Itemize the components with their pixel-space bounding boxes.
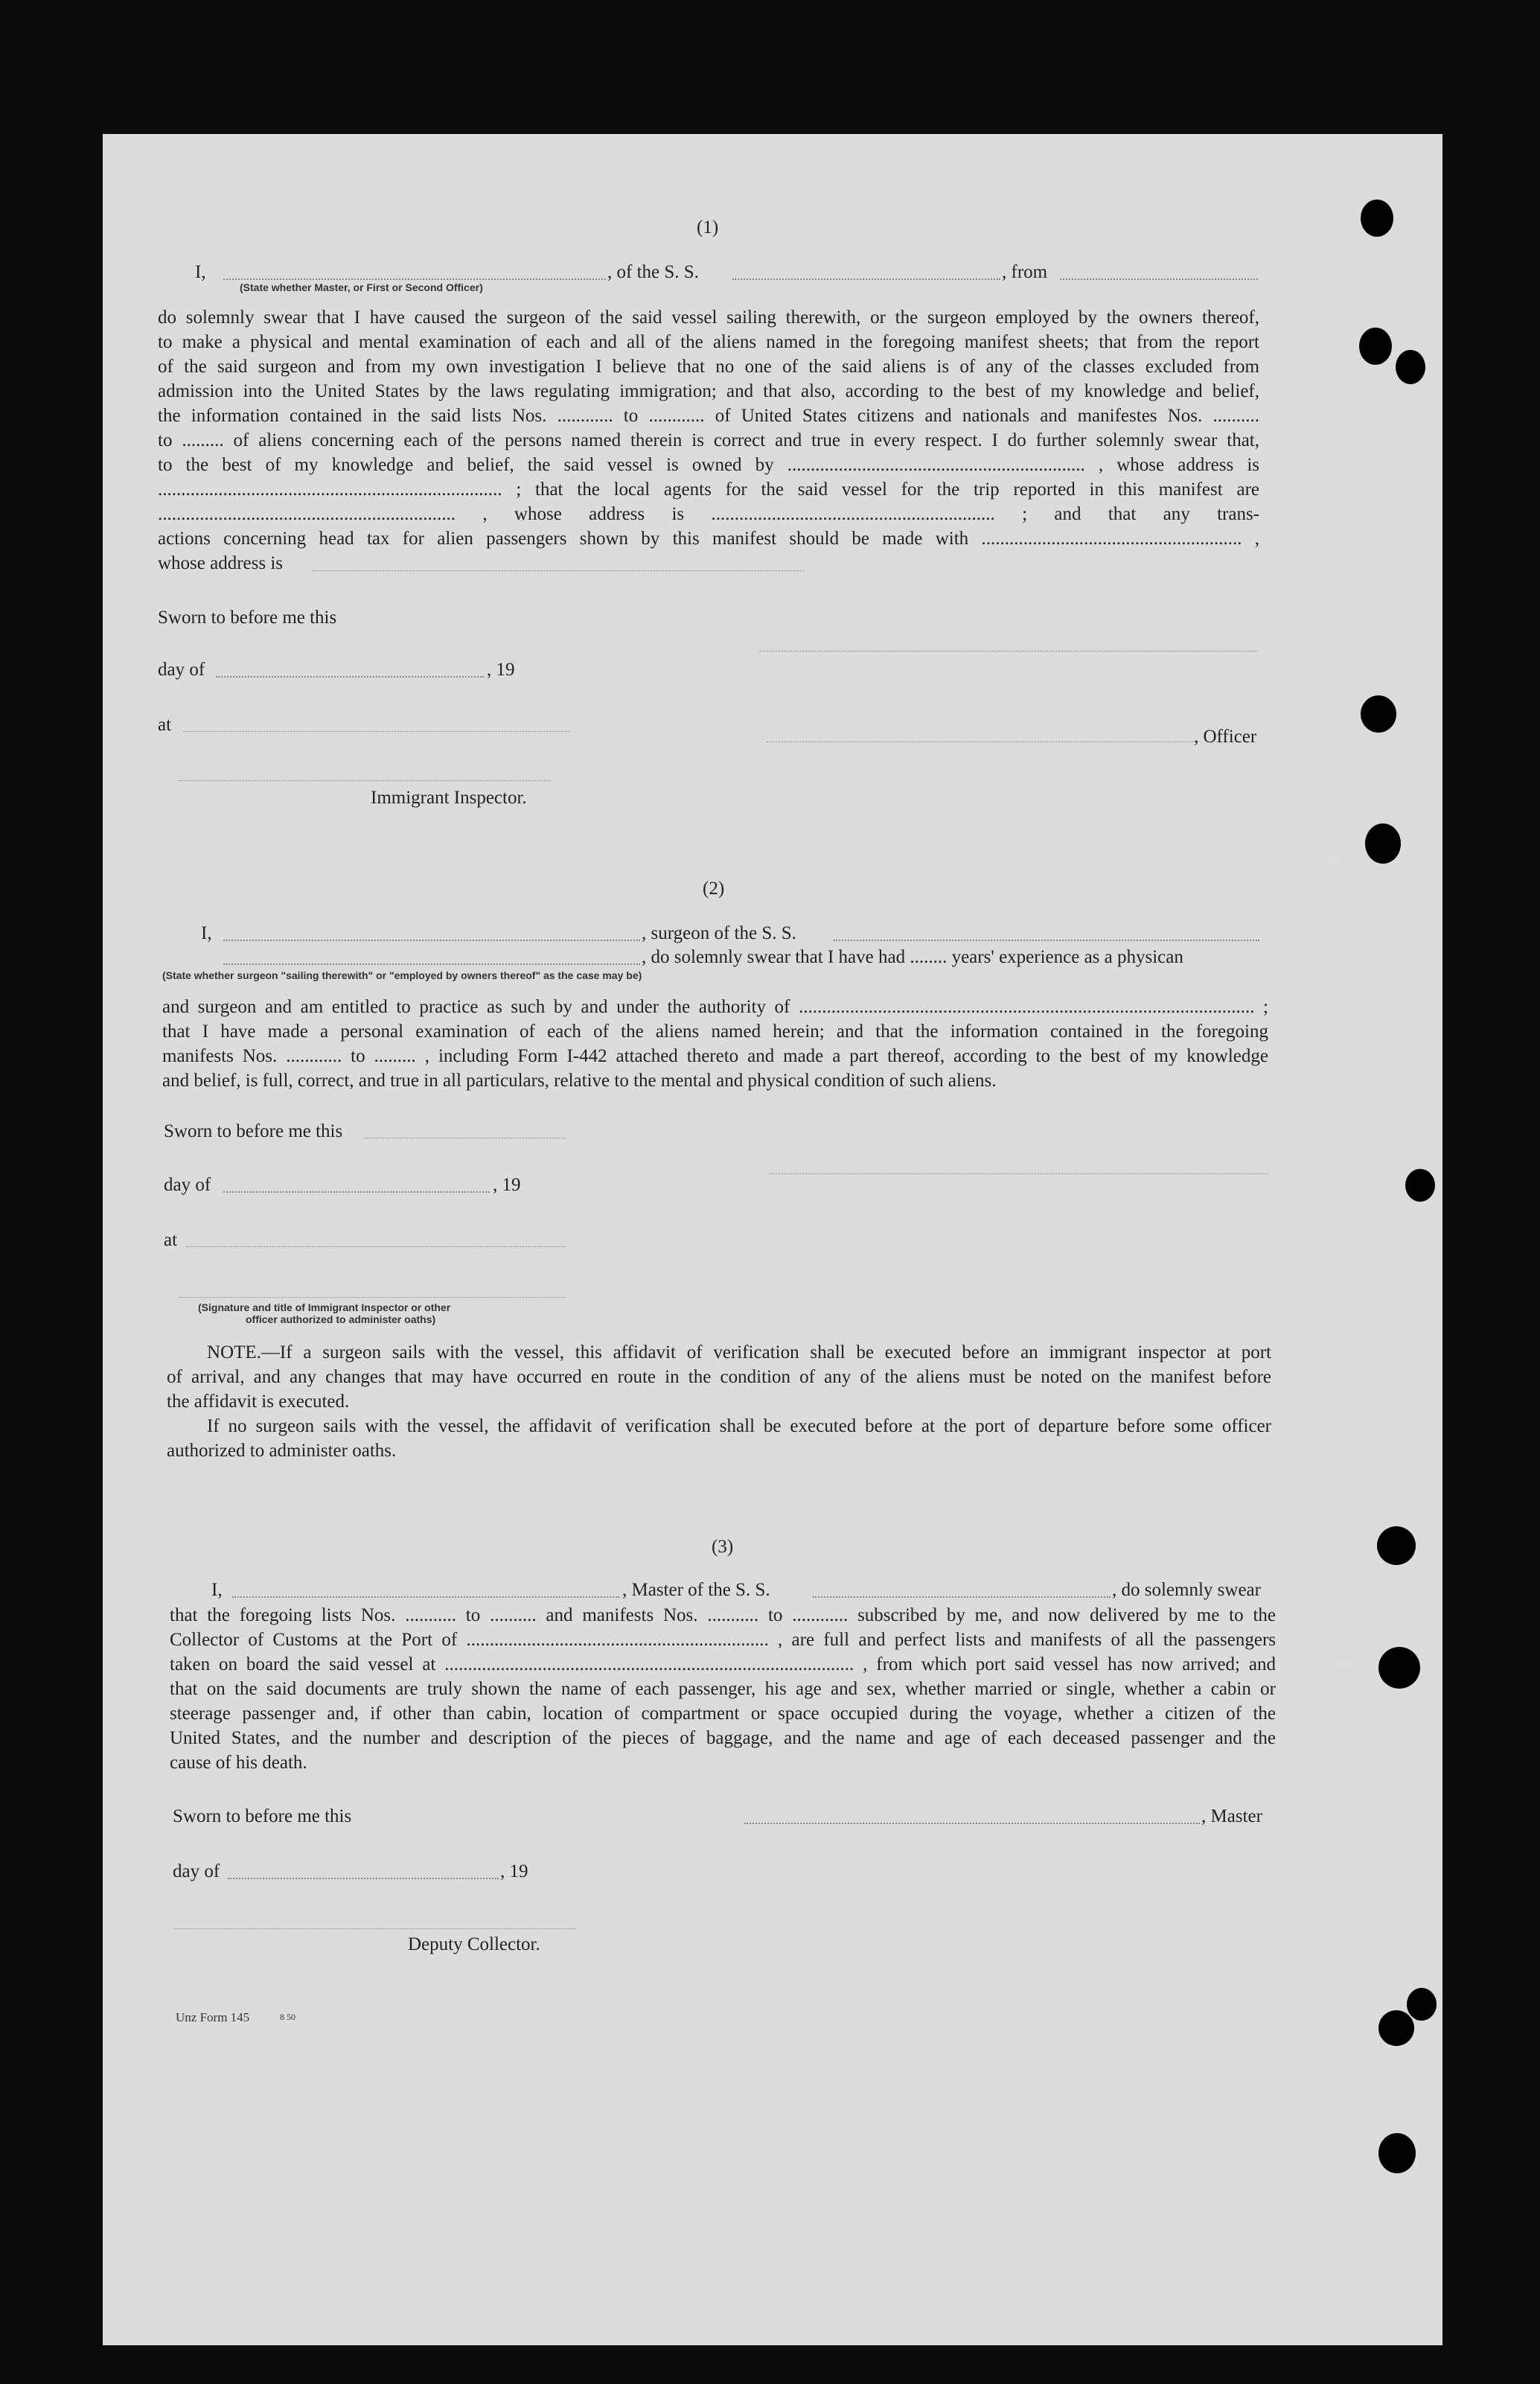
- section3-deputy: Deputy Collector.: [408, 1934, 540, 1954]
- section2-i: I,: [201, 923, 212, 943]
- section3-line: taken on board the said vessel at ........................................................................................ , from which port said vessel has now arrived; and: [170, 1654, 1276, 1674]
- surgeon-name-field[interactable]: [223, 940, 640, 941]
- section1-inspector: Immigrant Inspector.: [371, 788, 527, 808]
- binder-hole: [1378, 2133, 1416, 2173]
- inspector-signature-line[interactable]: [179, 780, 551, 781]
- section3-vessel-field[interactable]: [813, 1596, 1111, 1598]
- section3-number: (3): [712, 1537, 734, 1557]
- section3-line: that the foregoing lists Nos. ........... to .......... and manifests Nos. ........... to ............ subscribed by me, and now delivered by me to the: [170, 1605, 1276, 1625]
- section2-line2: , do solemnly swear that I have had ........ years' experience as a physican: [642, 947, 1183, 967]
- section2-at: at: [164, 1230, 178, 1250]
- binder-hole: [1378, 2010, 1414, 2046]
- section1-from: , from: [1002, 262, 1048, 282]
- binder-hole: [1365, 823, 1401, 864]
- master-name-field[interactable]: [232, 1596, 619, 1598]
- section1-i: I,: [195, 262, 206, 282]
- section2-sig-hint-1: (Signature and title of Immigrant Inspector or other: [198, 1301, 451, 1313]
- section3-year: , 19: [500, 1861, 528, 1881]
- form-number: Unz Form 145: [176, 2010, 250, 2024]
- master-signature-field[interactable]: [744, 1823, 1200, 1824]
- head-tax-address-field[interactable]: [313, 570, 804, 571]
- section3-master: , Master: [1201, 1806, 1262, 1826]
- section2-at-field[interactable]: [186, 1246, 566, 1247]
- section2-sig-hint-2: officer authorized to administer oaths): [246, 1313, 436, 1325]
- section1-number: (1): [697, 217, 719, 238]
- section1-at: at: [158, 715, 172, 735]
- officer-name-field[interactable]: [223, 278, 606, 280]
- binder-hole: [1396, 350, 1425, 384]
- binder-hole: [1359, 328, 1392, 365]
- surgeon-type-field[interactable]: [223, 963, 640, 965]
- form-code: 8 50: [280, 2012, 295, 2022]
- section1-line: do solemnly swear that I have caused the surgeon of the said vessel sailing therewith, or the surgeon employed by the owners thereof,: [158, 307, 1259, 328]
- binder-hole: [1407, 1988, 1437, 2021]
- section1-line: of the said surgeon and from my own investigation I believe that no one of the said aliens is of any of the classes excluded from: [158, 357, 1259, 377]
- section2-line: manifests Nos. ............ to ......... , including Form I-442 attached thereto and made a part thereof, according to the best of my knowledge: [162, 1046, 1268, 1066]
- section1-line: admission into the United States by the laws regulating immigration; and that also, according to the best of my knowledge and belief,: [158, 381, 1259, 401]
- section1-line: .......................................................................... ; that the local agents for the said vessel for the trip reported in this manifest are: [158, 479, 1259, 500]
- section2-sworn: Sworn to before me this: [164, 1121, 343, 1141]
- section2-day-field[interactable]: [223, 1191, 490, 1193]
- section3-line: steerage passenger and, if other than cabin, location of compartment or space occupied during the voyage, whether a citizen of the: [170, 1703, 1276, 1724]
- note-line: of arrival, and any changes that may have occurred en route in the condition of any of the aliens must be noted on the manifest before: [167, 1367, 1271, 1387]
- margin-mark: [1325, 861, 1341, 864]
- surgeon-vessel-field[interactable]: [834, 940, 1259, 941]
- binder-hole: [1361, 200, 1393, 237]
- section3-line: Collector of Customs at the Port of ................................................................. , are full and perfect lists and manifests of all the passengers: [170, 1630, 1276, 1650]
- section3-i: I,: [211, 1580, 223, 1600]
- surgeon-signature-line[interactable]: [770, 1173, 1268, 1174]
- departure-port-field[interactable]: [1060, 278, 1258, 280]
- section1-year: , 19: [487, 660, 515, 680]
- section1-line: to the best of my knowledge and belief, the said vessel is owned by ................................................................ , whose address is: [158, 455, 1259, 475]
- section3-sworn: Sworn to before me this: [173, 1806, 352, 1826]
- section1-line: to ......... of aliens concerning each of the persons named therein is correct and true in every respect. I do further solemnly swear that,: [158, 430, 1259, 450]
- section1-at-field[interactable]: [183, 731, 570, 732]
- section1-line: the information contained in the said lists Nos. ............ to ............ of United States citizens and nationals and manifestes Nos. ..........: [158, 406, 1259, 426]
- section1-day-of: day of: [158, 660, 205, 680]
- binder-hole: [1361, 695, 1396, 733]
- section2-number: (2): [703, 879, 725, 899]
- note2-line: If no surgeon sails with the vessel, the affidavit of verification shall be executed before at the port of departure before some officer: [207, 1416, 1271, 1436]
- section2-inspector-signature-line[interactable]: [179, 1297, 566, 1298]
- note2-line: authorized to administer oaths.: [167, 1441, 397, 1461]
- binder-hole: [1378, 1647, 1420, 1689]
- binder-hole: [1405, 1169, 1435, 1202]
- section3-master-of: , Master of the S. S.: [622, 1580, 770, 1600]
- section1-sworn: Sworn to before me this: [158, 608, 337, 628]
- section2-line: and surgeon and am entitled to practice as such by and under the authority of .................................................................................................. ;: [162, 997, 1268, 1017]
- section1-line: actions concerning head tax for alien passengers shown by this manifest should be made with ........................................................ ,: [158, 529, 1259, 549]
- section2-hint: (State whether surgeon "sailing therewith" or "employed by owners thereof" as the case may be): [162, 969, 642, 981]
- binder-hole: [1377, 1526, 1416, 1565]
- note-line: NOTE.—If a surgeon sails with the vessel, this affidavit of verification shall be executed before an immigrant inspector at port: [207, 1342, 1271, 1362]
- margin-mark: [1332, 1662, 1350, 1666]
- section2-line: and belief, is full, correct, and true in all particulars, relative to the mental and physical condition of such aliens.: [162, 1071, 997, 1091]
- section3-day-field[interactable]: [228, 1878, 499, 1879]
- section1-line: ................................................................ , whose address is ............................................................. ; and that any trans-: [158, 504, 1259, 524]
- section3-day-of: day of: [173, 1861, 220, 1881]
- section1-line: to make a physical and mental examination of each and all of the aliens named in the foregoing manifest sheets; that from the report: [158, 332, 1259, 352]
- section2-surgeon-of: , surgeon of the S. S.: [642, 923, 796, 943]
- section1-hint: (State whether Master, or First or Second Officer): [240, 281, 483, 293]
- section2-day-of: day of: [164, 1175, 211, 1195]
- section3-line: cause of his death.: [170, 1753, 307, 1773]
- section1-of-ss: , of the S. S.: [607, 262, 699, 282]
- deputy-collector-signature-line[interactable]: [174, 1928, 576, 1929]
- section3-line: that on the said documents are truly shown the name of each passenger, his age and sex, whether married or single, whether a cabin or: [170, 1679, 1276, 1699]
- section3-swear: , do solemnly swear: [1112, 1580, 1261, 1600]
- section3-line: United States, and the number and description of the pieces of baggage, and the name and age of each deceased passenger and the: [170, 1728, 1276, 1748]
- vessel-name-field[interactable]: [732, 278, 1000, 280]
- section2-year: , 19: [493, 1175, 521, 1195]
- section1-line: whose address is: [158, 553, 284, 573]
- section2-line: that I have made a personal examination of each of the aliens named herein; and that the information contained in the foregoing: [162, 1022, 1268, 1042]
- section1-day-field[interactable]: [216, 676, 484, 678]
- section1-officer: , Officer: [1194, 727, 1257, 747]
- note-line: the affidavit is executed.: [167, 1392, 350, 1412]
